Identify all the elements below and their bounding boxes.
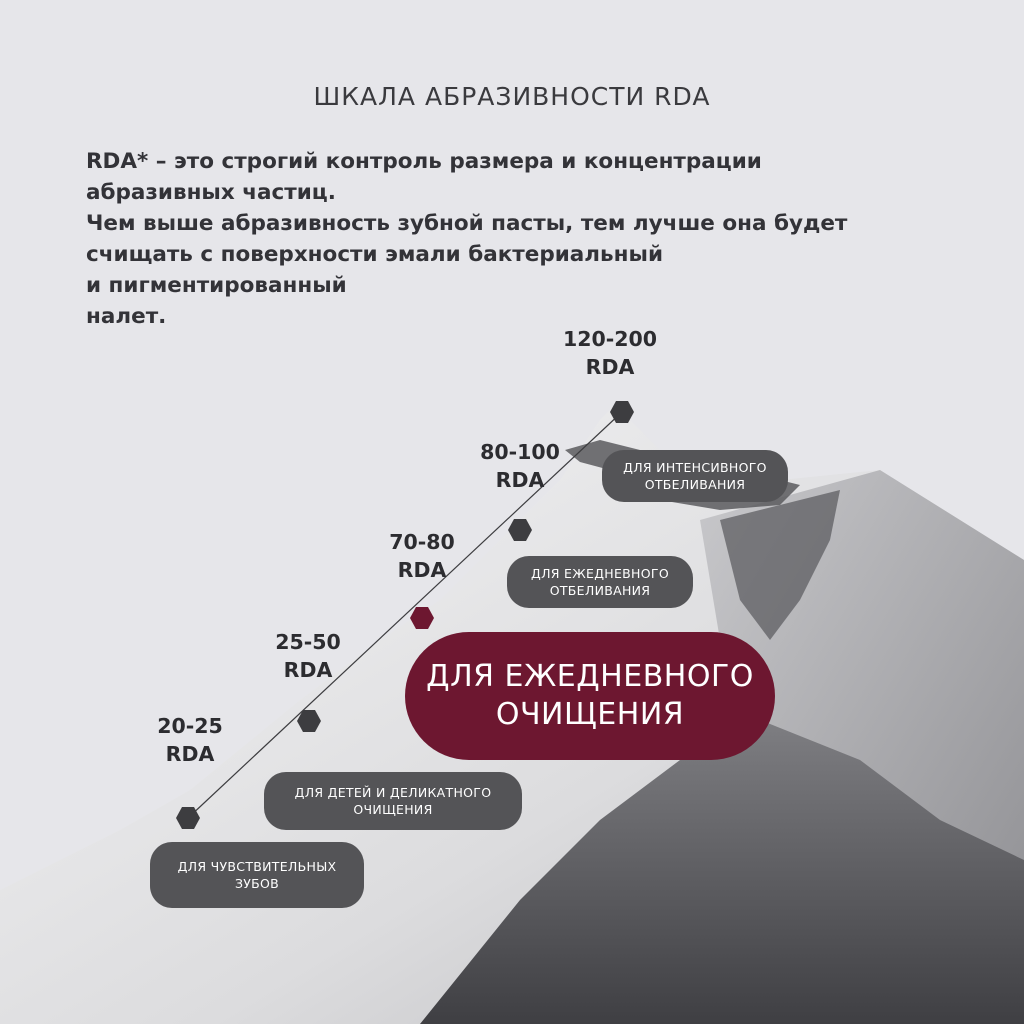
rda-label-20-25 [120,712,260,768]
rda-range: 70-80 [389,530,455,554]
rda-range: 80-100 [480,440,560,464]
rda-label-80-100 [450,438,590,494]
pill-text: ОТБЕЛИВАНИЯ [549,583,651,598]
intro-line: и пигментированный [86,273,347,298]
rda-unit: RDA [283,658,333,682]
pill-text: ДЛЯ ДЕТЕЙ И ДЕЛИКАТНОГО [294,785,492,800]
rda-unit: RDA [585,355,635,379]
rda-label-70-80 [352,528,492,584]
purpose-pill-intensive-whitening [602,450,788,502]
pill-text: ДЛЯ ЕЖЕДНЕВНОГО [426,659,754,694]
intro-line: RDA* – это строгий контроль размера и концентрации [86,149,762,174]
rda-label-25-50 [238,628,378,684]
intro-line: Чем выше абразивность зубной пасты, тем лучше она будет [86,211,848,236]
rda-unit: RDA [397,558,447,582]
pill-text: ДЛЯ ЕЖЕДНЕВНОГО [531,566,669,581]
purpose-pill-kids [264,772,522,830]
rda-range: 25-50 [275,630,341,654]
purpose-pill-sensitive [150,842,364,908]
purpose-pill-daily-cleaning [405,632,775,760]
pill-text: ОЧИЩЕНИЯ [353,802,433,817]
pill-text: ЗУБОВ [234,876,280,891]
rda-range: 20-25 [157,714,223,738]
intro-text [86,146,946,332]
intro-line: счищать с поверхности эмали бактериальный [86,242,664,267]
rda-range: 120-200 [562,327,658,351]
pill-text: ДЛЯ ИНТЕНСИВНОГО [623,460,767,475]
purpose-pill-daily-whitening [507,556,693,608]
pill-text: ОТБЕЛИВАНИЯ [644,477,746,492]
pill-text: ДЛЯ ЧУВСТВИТЕЛЬНЫХ [177,859,337,874]
intro-line: абразивных частиц. [86,180,336,205]
rda-unit: RDA [495,468,545,492]
page-title: ШКАЛА АБРАЗИВНОСТИ RDA [313,82,711,111]
intro-line: налет. [86,304,167,329]
rda-label-120-200 [540,325,680,381]
rda-unit: RDA [165,742,215,766]
pill-text: ОЧИЩЕНИЯ [495,697,685,732]
